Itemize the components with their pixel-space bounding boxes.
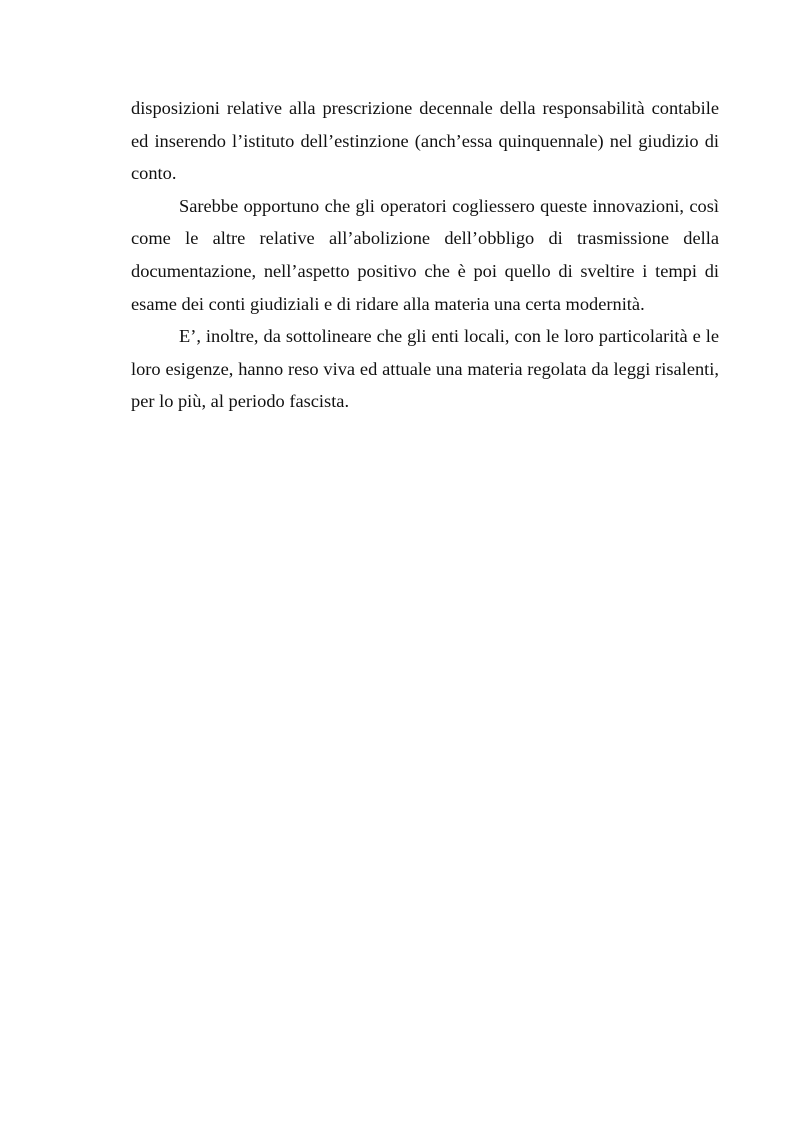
paragraph-innovations: Sarebbe opportuno che gli operatori cogliessero queste innovazioni, così come le altre relative all’abolizione dell’obbligo di trasmissione della documentazione, nell’aspetto positivo che è poi quello di sveltire i tempi di esame dei conti giudiziali e di ridare alla materia una certa modernità. xyxy=(131,195,719,314)
paragraph-local-entities: E’, inoltre, da sottolineare che gli enti locali, con le loro particolarità e le loro esigenze, hanno reso viva ed attuale una materia regolata da leggi risalenti, per lo più, al periodo fascista. xyxy=(131,326,719,412)
body-text xyxy=(131,92,719,418)
paragraph-continuation: disposizioni relative alla prescrizione decennale della responsabilità contabile ed inserendo l’istituto dell’estinzione (anch’essa quinquennale) nel giudizio di conto. xyxy=(131,98,719,184)
